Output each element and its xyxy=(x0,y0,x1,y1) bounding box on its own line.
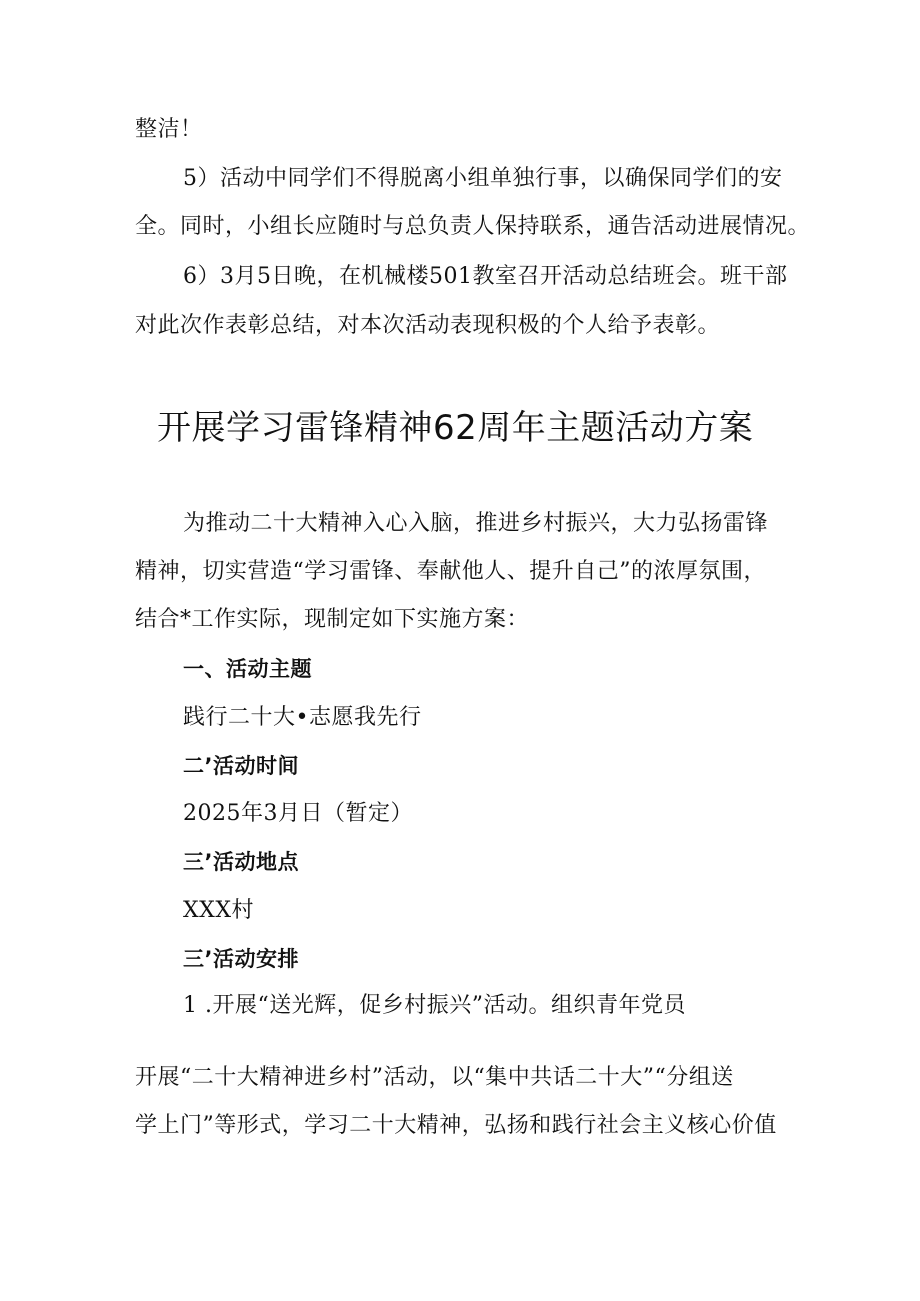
section-heading-arrangement: 三’活动安排 xyxy=(183,947,299,971)
page-title: 开展学习雷锋精神62周年主题活动方案 xyxy=(157,408,754,448)
intro-line-1: 为推动二十大精神入心入脑，推进乡村振兴，大力弘扬雷锋 xyxy=(183,511,769,536)
section-heading-theme: 一、活动主题 xyxy=(183,657,312,681)
intro-line-3: 结合*工作实际，现制定如下实施方案： xyxy=(135,607,530,632)
list-item-5-line-2: 全。同时，小组长应随时与总负责人保持联系，通告活动进展情况。 xyxy=(135,214,811,239)
section-content-theme: 践行二十大•志愿我先行 xyxy=(183,705,422,730)
intro-line-2: 精神，切实营造“学习雷锋、奉献他人、提升自己”的浓厚氛围， xyxy=(135,559,766,584)
section-content-time: 2025年3月日（暂定） xyxy=(183,801,413,826)
text-line: 整洁！ xyxy=(135,117,203,142)
continuation-line-1: 开展“二十大精神进乡村”活动，以“集中共话二十大”“分组送 xyxy=(135,1065,734,1090)
list-item-5-line-1: 5）活动中同学们不得脱离小组单独行事，以确保同学们的安 xyxy=(183,166,783,191)
list-item-6-line-2: 对此次作表彰总结，对本次活动表现积极的个人给予表彰。 xyxy=(135,313,721,338)
section-heading-location: 三’活动地点 xyxy=(183,850,299,874)
section-content-location: XXX村 xyxy=(183,898,254,923)
continuation-line-2: 学上门”等形式，学习二十大精神，弘扬和践行社会主义核心价值 xyxy=(135,1113,777,1138)
section-content-arrangement: 1 .开展“送光辉，促乡村振兴”活动。组织青年党员 xyxy=(183,993,686,1018)
list-item-6-line-1: 6）3月5日晚，在机械楼501教室召开活动总结班会。班干部 xyxy=(183,264,788,289)
section-heading-time: 二’活动时间 xyxy=(183,754,299,778)
